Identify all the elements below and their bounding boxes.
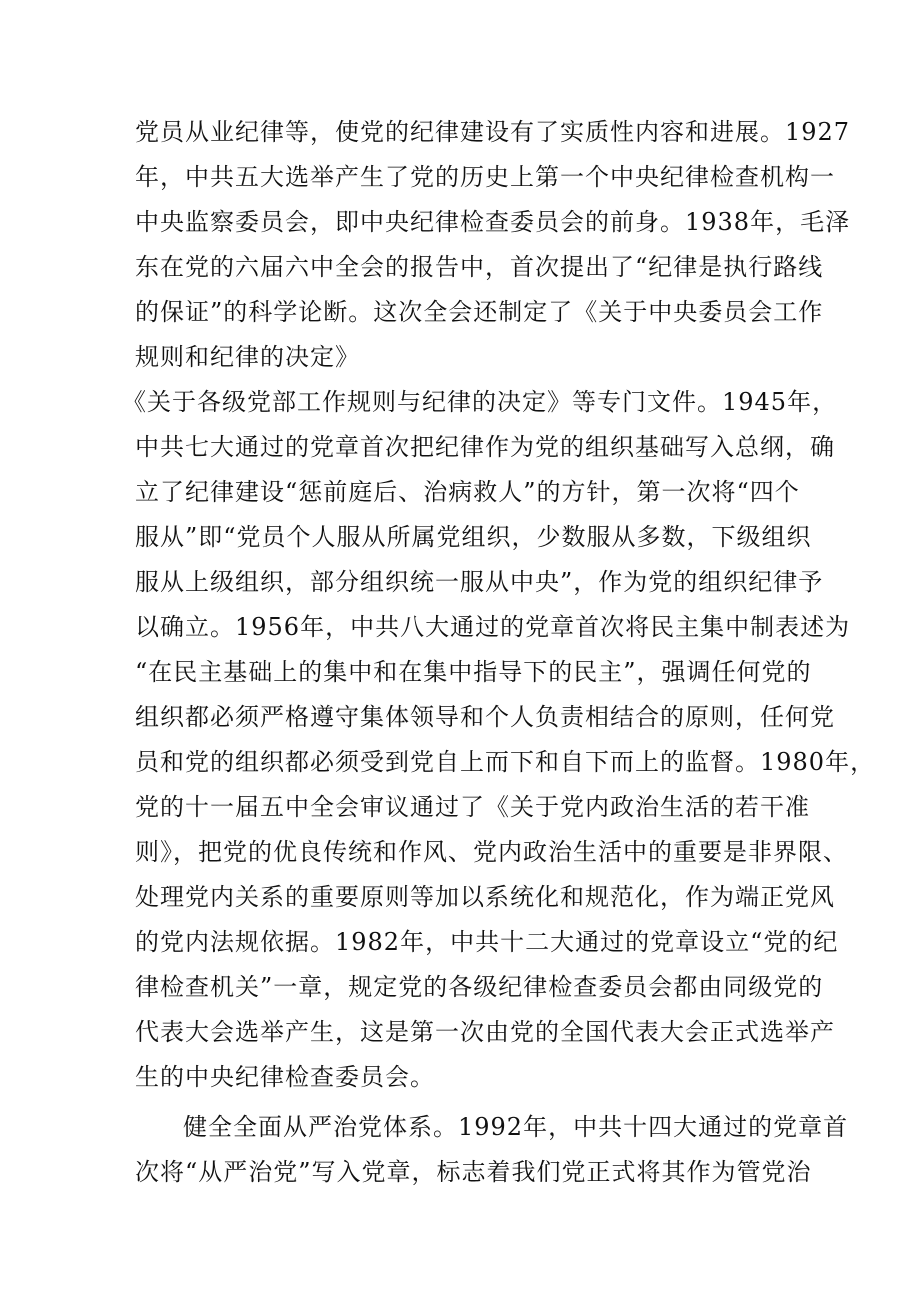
text-line: 党员从业纪律等，使党的纪律建设有了实质性内容和进展。1927 [135,118,851,146]
text-line: 代表大会选举产生，这是第一次由党的全国代表大会正式选举产 [135,1018,835,1046]
text-line: 立了纪律建设“惩前庭后、治病救人”的方针，第一次将“四个 [135,478,800,506]
text-line: 中共七大通过的党章首次把纪律作为党的组织基础写入总纲，确 [135,433,835,461]
text-line: 党的十一届五中全会审议通过了《关于党内政治生活的若干准 [135,793,810,821]
text-line: 规则和纪律的决定》 [135,343,360,371]
text-line: 健全全面从严治党体系。1992年，中共十四大通过的党章首 [183,1113,849,1141]
text-line: 以确立。1956年，中共八大通过的党章首次将民主集中制表述为 [135,613,851,641]
text-line: 服从”即“党员个人服从所属党组织，少数服从多数，下级组织 [135,523,812,551]
text-line: 服从上级组织，部分组织统一服从中央”，作为党的组织纪律予 [135,568,824,596]
text-line: 组织都必须严格遵守集体领导和个人负责相结合的原则，任何党 [135,703,835,731]
text-line: 东在党的六届六中全会的报告中，首次提出了“纪律是执行路线 [135,253,824,281]
text-line: 处理党内关系的重要原则等加以系统化和规范化，作为端正党风 [135,883,835,911]
text-line: 生的中央纪律检查委员会。 [135,1063,435,1091]
text-line: 《关于各级党部工作规则与纪律的决定》等专门文件。1945年， [122,388,838,416]
text-line: 的党内法规依据。1982年，中共十二大通过的党章设立“党的纪 [135,928,839,956]
text-line: 中央监察委员会，即中央纪律检查委员会的前身。1938年，毛泽 [135,208,851,236]
text-line: 年，中共五大选举产生了党的历史上第一个中央纪律检查机构一 [135,163,835,191]
text-line: 的保证”的科学论断。这次全会还制定了《关于中央委员会工作 [135,298,824,326]
text-line: 则》，把党的优良传统和作风、党内政治生活中的重要是非界限、 [135,838,848,866]
text-line: “在民主基础上的集中和在集中指导下的民主”，强调任何党的 [135,658,812,686]
text-line: 律检查机关”一章，规定党的各级纪律检查委员会都由同级党的 [135,973,824,1001]
text-line: 次将“从严治党”写入党章，标志着我们党正式将其作为管党治 [135,1158,812,1186]
text-line: 员和党的组织都必须受到党自上而下和自下而上的监督。1980年， [135,748,876,776]
